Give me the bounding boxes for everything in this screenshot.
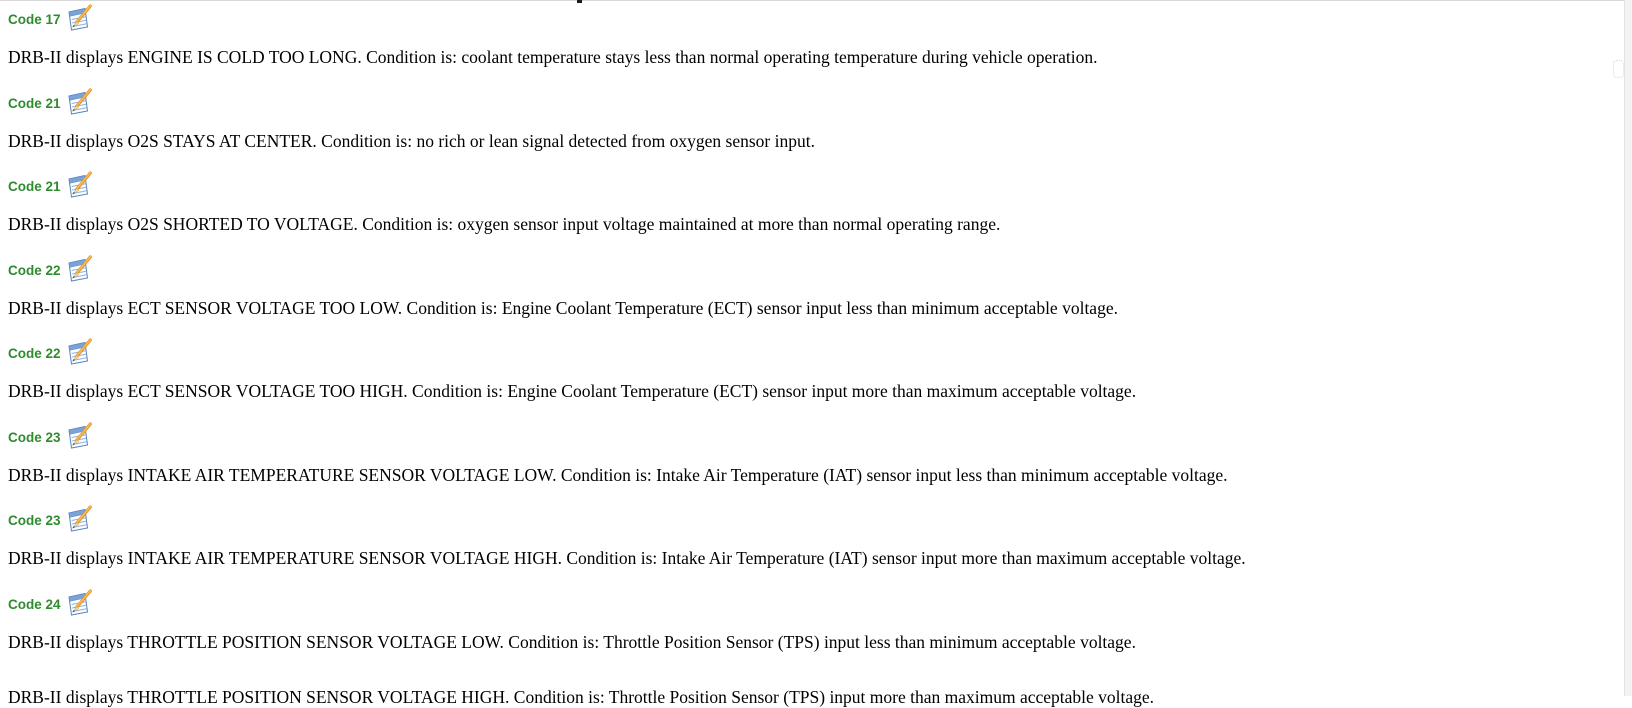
trouble-code-block — [8, 256, 1598, 318]
trouble-code-block — [8, 5, 1598, 67]
code-heading — [8, 256, 1598, 286]
trouble-code-block — [8, 172, 1598, 234]
cutoff-bottom-text: DRB-II displays THROTTLE POSITION SENSOR VOLTAGE HIGH. Condition is: Throttle Position Sensor (TPS) input more than maximum acceptable voltage. — [8, 687, 1155, 707]
code-label: Code 21 — [8, 95, 61, 111]
code-label: Code 21 — [8, 179, 61, 194]
code-label: Code 22 — [8, 262, 61, 278]
code-heading — [8, 172, 1598, 202]
code-label: Code 22 — [8, 346, 61, 361]
code-label: Code 23 — [8, 429, 61, 445]
cutoff-top-text-fragment — [577, 0, 582, 3]
code-description: DRB-II displays THROTTLE POSITION SENSOR VOLTAGE LOW. Condition is: Throttle Position Sensor (TPS) input less than minimum acceptable voltage. — [8, 631, 1136, 652]
code-description: DRB-II displays ECT SENSOR VOLTAGE TOO HIGH. Condition is: Engine Coolant Temperature (ECT) sensor input more than maximum acceptable voltage. — [8, 381, 1137, 401]
code-description: DRB-II displays O2S STAYS AT CENTER. Condition is: no rich or lean signal detected from oxygen sensor input. — [8, 130, 815, 151]
cutoff-bottom-line — [8, 687, 1308, 707]
edit-note-icon[interactable] — [66, 255, 92, 282]
scrollbar-track[interactable] — [1624, 0, 1632, 696]
code-heading — [8, 5, 1598, 35]
edit-note-icon[interactable] — [66, 422, 92, 449]
edit-note-icon[interactable] — [66, 171, 92, 198]
code-label: Code 23 — [8, 513, 61, 528]
code-heading — [8, 506, 1598, 536]
trouble-code-block — [8, 590, 1598, 652]
code-description: DRB-II displays INTAKE AIR TEMPERATURE SENSOR VOLTAGE LOW. Condition is: Intake Air Temperature (IAT) sensor input less than minimum acceptable voltage. — [8, 464, 1228, 485]
scrollbar-thumb-mark — [1613, 60, 1624, 78]
code-description: DRB-II displays ENGINE IS COLD TOO LONG. Condition is: coolant temperature stays less than normal operating temperature during vehicle operation. — [8, 47, 1098, 67]
code-heading — [8, 89, 1598, 119]
trouble-code-block — [8, 339, 1598, 401]
code-label: Code 17 — [8, 12, 61, 27]
edit-note-icon[interactable] — [66, 338, 92, 365]
code-heading — [8, 423, 1598, 453]
edit-note-icon[interactable] — [66, 505, 92, 532]
code-description: DRB-II displays INTAKE AIR TEMPERATURE SENSOR VOLTAGE HIGH. Condition is: Intake Air Temperature (IAT) sensor input more than maximum acceptable voltage. — [8, 548, 1246, 568]
edit-note-icon[interactable] — [66, 88, 92, 115]
cutoff-top-rule — [0, 0, 1624, 1]
trouble-code-block — [8, 89, 1598, 151]
code-label: Code 24 — [8, 596, 61, 612]
edit-note-icon[interactable] — [66, 4, 92, 31]
edit-note-icon[interactable] — [66, 589, 92, 616]
code-heading — [8, 590, 1598, 620]
code-description: DRB-II displays O2S SHORTED TO VOLTAGE. Condition is: oxygen sensor input voltage maintained at more than normal operating range. — [8, 214, 1001, 234]
code-heading — [8, 339, 1598, 369]
code-description: DRB-II displays ECT SENSOR VOLTAGE TOO LOW. Condition is: Engine Coolant Temperature (ECT) sensor input less than minimum acceptable voltage. — [8, 297, 1118, 318]
trouble-code-block — [8, 423, 1598, 485]
trouble-code-block — [8, 506, 1598, 568]
